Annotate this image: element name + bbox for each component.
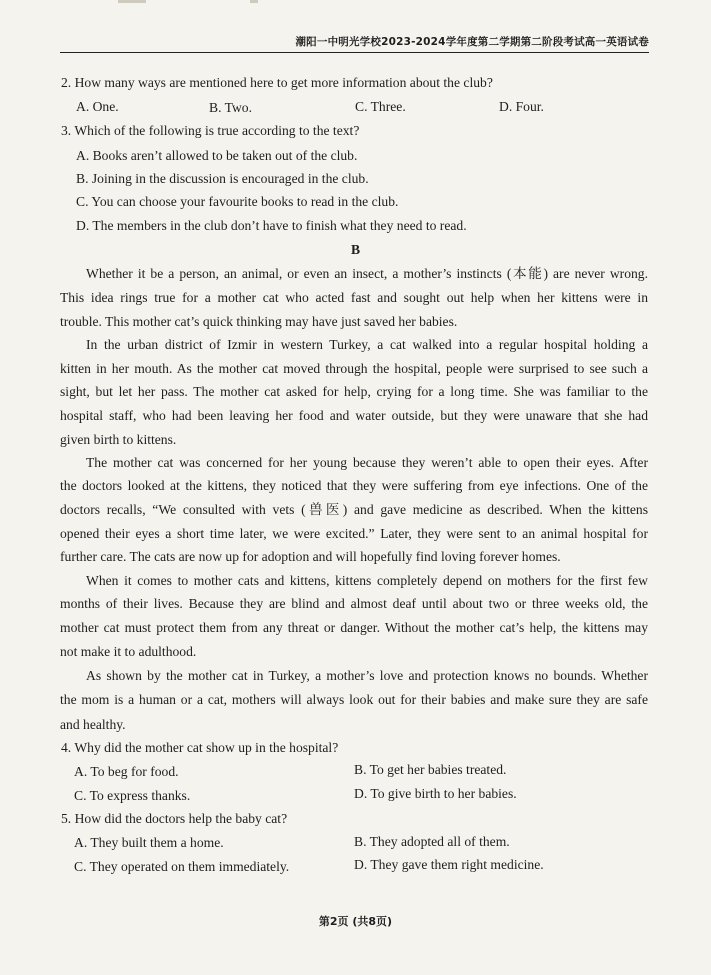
passage-line: opened their eyes a short time later, we were excited.” Later, they were sent to an animal hospital for: [60, 526, 648, 541]
passage-line: the mom is a human or a cat, mothers will always look out for their babies and make sure they are safe: [60, 692, 648, 707]
passage-line: As shown by the mother cat in Turkey, a mother’s love and protection knows no bounds. Whether: [86, 668, 648, 683]
question-2-option-a: A. One.: [76, 99, 119, 114]
passage-line: When it comes to mother cats and kittens, kittens completely depend on mothers for the first few: [86, 573, 648, 588]
question-4-option-c: C. To express thanks.: [74, 788, 191, 803]
passage-line: not make it to adulthood.: [60, 644, 197, 659]
passage-line: mother cat must protect them from any threat or danger. Without the mother cat’s help, the kittens may: [60, 620, 648, 635]
question-3-stem: 3. Which of the following is true according to the text?: [61, 123, 360, 138]
passage-line: This idea rings true for a mother cat who acted fast and sought out help when her kittens were in: [60, 290, 648, 305]
passage-line: doctors recalls, “We consulted with vets (兽医) and gave medicine as described. When the kittens: [60, 502, 648, 517]
question-5-option-b: B. They adopted all of them.: [354, 834, 510, 849]
question-5-option-a: A. They built them a home.: [74, 835, 224, 850]
passage-line: given birth to kittens.: [60, 432, 177, 447]
passage-line: trouble. This mother cat’s quick thinking may have just saved her babies.: [60, 314, 458, 329]
passage-line: kitten in her mouth. As the mother cat moved through the hospital, people were surprised to see such a: [60, 361, 648, 376]
question-4-option-b: B. To get her babies treated.: [354, 762, 507, 777]
passage-line: the doctors looked at the kittens, they noticed that they were suffering from eye infections. One of the: [60, 478, 648, 493]
scan-edge-mark: [118, 0, 146, 3]
question-3-option-a: A. Books aren’t allowed to be taken out of the club.: [76, 148, 358, 163]
passage-line: The mother cat was concerned for her young because they weren’t able to open their eyes. After: [86, 455, 648, 470]
page-footer: 第2页 (共8页): [318, 915, 393, 928]
question-2-option-c: C. Three.: [355, 99, 406, 114]
question-4-option-d: D. To give birth to her babies.: [354, 786, 517, 801]
passage-line: sight, but let her pass. The mother cat asked for help, crying for a long time. She was familiar to the: [60, 384, 648, 399]
passage-line: Whether it be a person, an animal, or even an insect, a mother’s instincts (本能) are never wrong.: [86, 266, 648, 281]
passage-line: months of their lives. Because they are blind and almost deaf until about two or three weeks old, the: [60, 596, 648, 611]
question-5-option-d: D. They gave them right medicine.: [354, 857, 544, 872]
passage-line: In the urban district of Izmir in western Turkey, a cat walked into a regular hospital holding a: [86, 337, 648, 352]
scan-edge-mark: [250, 0, 258, 3]
passage-line: hospital staff, who had been leaving her food and water outside, but they were unaware that she had: [60, 408, 648, 423]
question-5-stem: 5. How did the doctors help the baby cat?: [61, 811, 288, 826]
question-3-option-c: C. You can choose your favourite books to read in the club.: [76, 194, 399, 209]
passage-line: further care. The cats are now up for adoption and will hopefully find loving forever homes.: [60, 549, 561, 564]
page-header: 潮阳一中明光学校2023-2024学年度第二学期第二阶段考试高一英语试卷: [60, 34, 649, 53]
question-4-option-a: A. To beg for food.: [74, 764, 179, 779]
question-2-option-d: D. Four.: [499, 99, 544, 114]
question-4-stem: 4. Why did the mother cat show up in the hospital?: [61, 740, 339, 755]
question-2-stem: 2. How many ways are mentioned here to get more information about the club?: [61, 75, 493, 90]
section-label: B: [350, 242, 361, 257]
passage-line: and healthy.: [60, 717, 126, 732]
question-2-option-b: B. Two.: [209, 100, 252, 115]
question-3-option-d: D. The members in the club don’t have to finish what they need to read.: [76, 218, 467, 233]
question-5-option-c: C. They operated on them immediately.: [74, 859, 290, 874]
question-3-option-b: B. Joining in the discussion is encouraged in the club.: [76, 171, 369, 186]
